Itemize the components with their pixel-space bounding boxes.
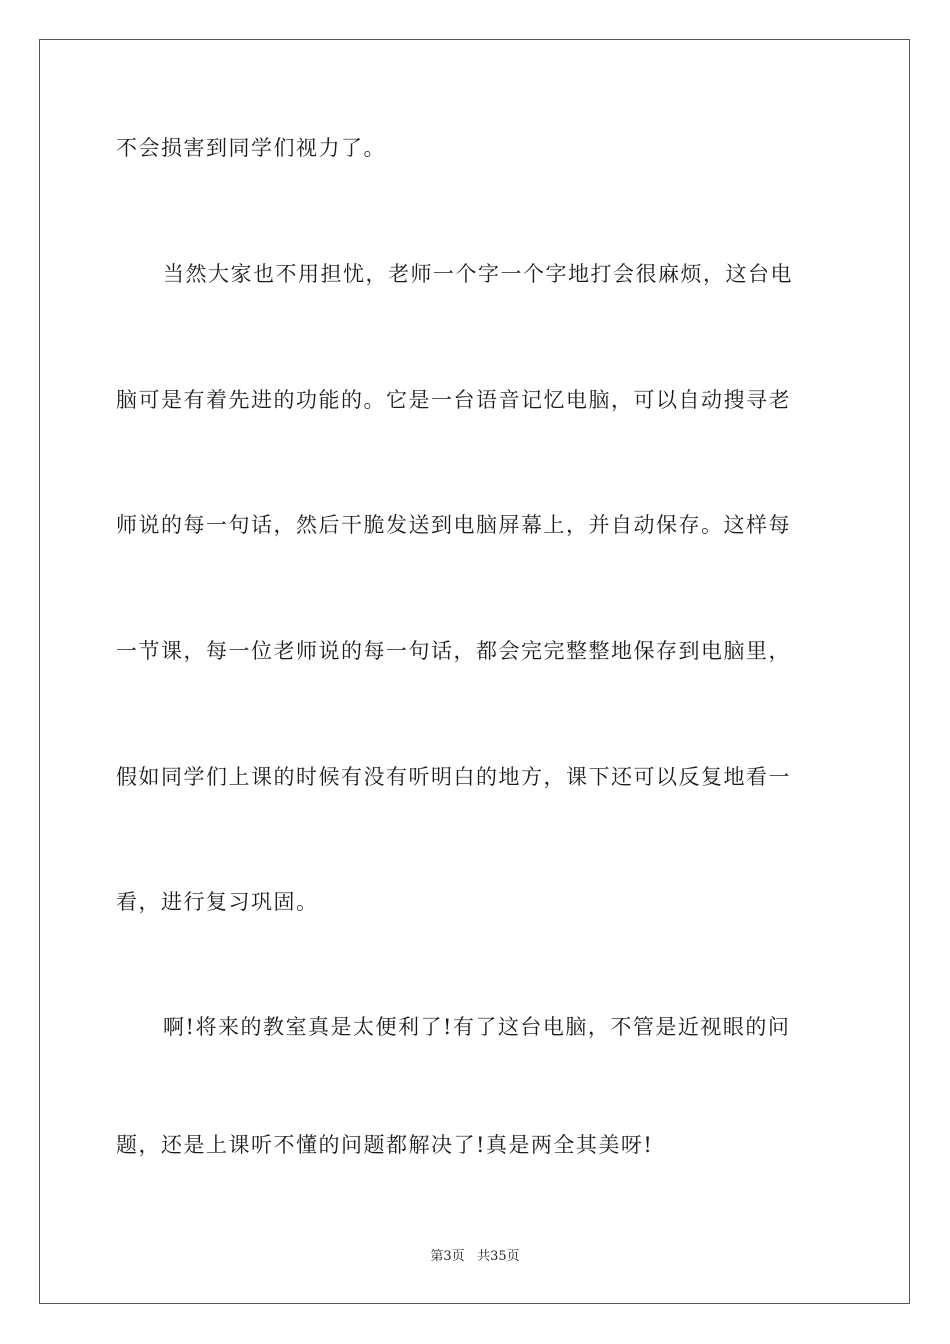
body-text-line: 脑可是有着先进的功能的。它是一台语音记忆电脑，可以自动搜寻老 bbox=[116, 388, 791, 412]
page-total: 共35页 bbox=[477, 1249, 520, 1264]
body-text-line: 一节课，每一位老师说的每一句话，都会完完整整地保存到电脑里， bbox=[116, 639, 791, 663]
body-text-line: 师说的每一句话，然后干脆发送到电脑屏幕上，并自动保存。这样每 bbox=[116, 513, 791, 537]
page-number: 第3页 bbox=[430, 1249, 465, 1264]
body-text-line: 当然大家也不用担忧，老师一个字一个字地打会很麻烦，这台电 bbox=[163, 262, 793, 286]
body-text-line: 看，进行复习巩固。 bbox=[116, 890, 319, 914]
body-text-line: 啊!将来的教室真是太便利了!有了这台电脑，不管是近视眼的问 bbox=[163, 1015, 791, 1039]
page-footer bbox=[0, 1247, 950, 1267]
body-text-line: 不会损害到同学们视力了。 bbox=[116, 136, 386, 160]
page-border bbox=[39, 39, 910, 1304]
body-text-line: 假如同学们上课的时候有没有听明白的地方，课下还可以反复地看一 bbox=[116, 765, 791, 789]
body-text-line: 题，还是上课听不懂的问题都解决了!真是两全其美呀! bbox=[116, 1133, 654, 1157]
